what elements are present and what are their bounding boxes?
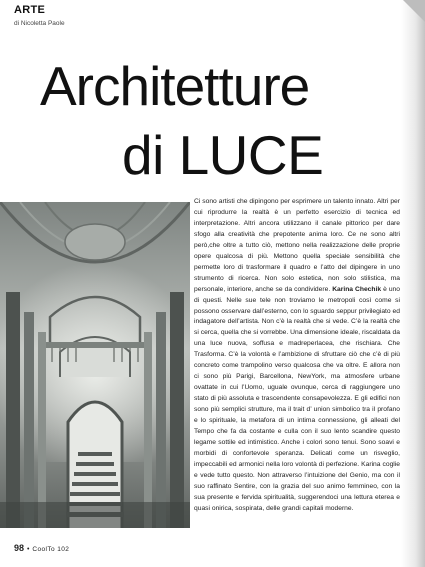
author-byline: di Nicoletta Paole xyxy=(14,20,65,27)
architecture-painting-image xyxy=(0,202,190,528)
article-body xyxy=(194,197,400,515)
article-body-part-1: Ci sono artisti che dipingono per esprimere un talento innato. Altri per cui riprodurre la realtà è un perfetto esercizio di tecnica ed interpretazione. Altri ancora utilizzano il canale pittorico per dare sfogo alla creatività che prepotente anima loro. Ce ne sono altri però,che oltre a tutto ciò, mettono nella realizzazione delle proprie opere qualcosa di più. Mettono quella speciale sensibilità che permette loro di trasformare il quadro e l’atto del dipingere in uno strumento di ricerca. Non solo estetica, non solo stilistica, ma personale, interiore, anche se da condividere. xyxy=(194,198,400,293)
section-label: ARTE xyxy=(14,4,46,16)
article-title-line-2: di LUCE xyxy=(122,124,324,186)
painting-photo xyxy=(0,202,190,528)
footer-separator: • xyxy=(26,546,30,553)
magazine-name: CoolTo 102 xyxy=(32,546,70,553)
page-curl-corner xyxy=(403,0,425,22)
article-body-part-2: è uno di questi. Nelle sue tele non troviamo le metropoli così come si possono osservare dall’esterno, con lo sguardo seppur privilegiato ed indagatore dell’artista. Non c’è la realtà che si vede. C’è la realtà che si cerca, quella che si vorrebbe. Una dimensione ideale, riscaldata da una luce nuova, soffusa e madreperlacea, che rischiara. Che Trasforma. C’è la volontà e l’ambizione di sfruttare ciò che c’è di più concreto come trampolino verso qualcosa che va oltre. E allora non ci sono più Parigi, Barcellona, NewYork, ma atmosfere urbane ovattate in cui l’Uomo, uguale ovunque, cerca di raggiungere uno stato di più assoluta e trascendente consapevolezza. E gli edifici non sono più semplici strutture, ma il trait d’ union simbolico tra il profano e lo spirituale, la metafora di un intima connessione, gli alleati del Tempo che fa da costante e culla con il suo lento scandire questo legame sottile ed intimistico. Anche i colori sono tenui. Sono soavi e morbidi di confortevole speranza. Delicati come un risveglio, impeccabili ed armonici nella loro volontà di perfezione. Karina coglie e vede tutto questo. Non attraverso l’intuizione del Genio, ma con il suo raffinato Sentire, con la grazia del suo animo femmineo, con la sua presente e fervida spiritualità, suggerendoci una lettura eterea e quasi onirica, sospirata, delle grandi capitali moderne. xyxy=(194,285,400,512)
page-number: 98 xyxy=(14,543,25,553)
page-footer xyxy=(14,543,69,553)
page-edge-shadow xyxy=(401,0,425,567)
article-title-line-1: Architetture xyxy=(40,55,310,117)
artist-name: Karina Chechik xyxy=(332,285,382,293)
